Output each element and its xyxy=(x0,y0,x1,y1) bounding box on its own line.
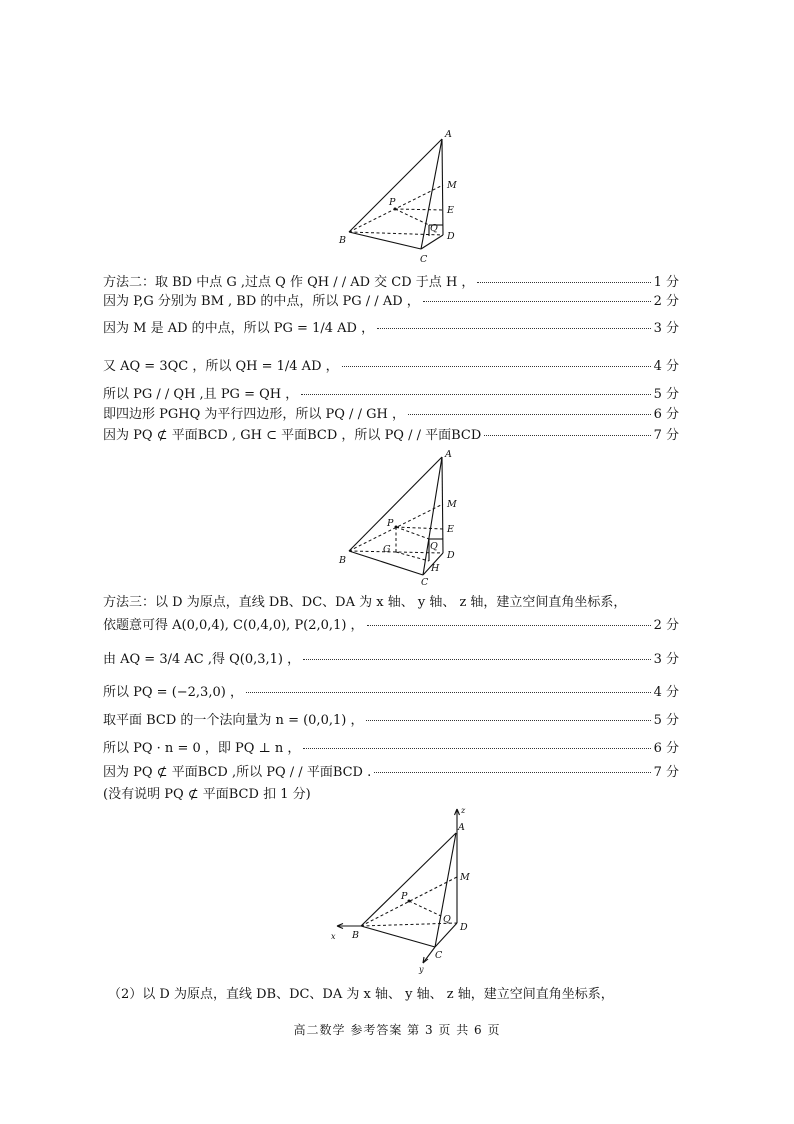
m2-line-3 xyxy=(103,316,679,336)
label-P: P xyxy=(389,197,396,208)
label-B: B xyxy=(339,235,346,246)
m3-line-6-score: 7 分 xyxy=(653,764,679,780)
m2-line-6-text: 即四边形 PGHQ 为平行四边形，所以 PQ / / GH ， xyxy=(103,406,405,422)
figure-1-tetrahedron xyxy=(335,125,460,265)
m3-intro: 方法三：以 D 为原点，直线 DB、DC、DA 为 x 轴、 y 轴、 z 轴，建立空间直角坐标系， xyxy=(103,595,627,610)
m2-line-3-score: 3 分 xyxy=(653,320,679,336)
label-B: B xyxy=(352,930,359,941)
m3-line-1 xyxy=(103,613,679,633)
m3-line-2-score: 3 分 xyxy=(653,651,679,667)
m2-line-6 xyxy=(103,402,679,422)
label-P: P xyxy=(387,518,394,529)
label-M: M xyxy=(447,499,457,510)
m3-note: (没有说明 PQ ⊄ 平面BCD 扣 1 分) xyxy=(103,787,311,802)
m3-line-4-text: 取平面 BCD 的一个法向量为 n = (0,0,1) ， xyxy=(103,712,364,728)
m2-line-2-score: 2 分 xyxy=(653,293,679,309)
dot-leader xyxy=(303,659,650,660)
m2-line-2 xyxy=(103,289,679,309)
figure-2-tetrahedron xyxy=(335,447,460,587)
m3-line-4 xyxy=(103,708,679,728)
dot-leader xyxy=(301,394,650,395)
m3-line-5-text: 所以 PQ · n = 0 ，即 PQ ⊥ n ， xyxy=(103,740,301,756)
label-Q: Q xyxy=(430,541,438,552)
m2-line-4-score: 4 分 xyxy=(653,358,679,374)
label-A: A xyxy=(445,449,452,460)
label-D: D xyxy=(447,231,455,242)
m2-line-2-text: 因为 P,G 分别为 BM , BD 的中点，所以 PG / / AD ， xyxy=(103,293,420,309)
part-2-text: （2）以 D 为原点，直线 DB、DC、DA 为 x 轴、 y 轴、 z 轴，建立空间直角坐标系， xyxy=(108,987,614,1002)
dot-leader xyxy=(246,692,651,693)
label-M: M xyxy=(460,872,470,883)
m3-line-2-text: 由 AQ = 3/4 AC ,得 Q(0,3,1) ， xyxy=(103,651,301,667)
dot-leader xyxy=(477,282,650,283)
dot-leader xyxy=(367,625,651,626)
label-H: H xyxy=(431,563,440,574)
dot-leader xyxy=(377,328,651,329)
m3-line-6-text: 因为 PQ ⊄ 平面BCD ,所以 PQ / / 平面BCD . xyxy=(103,764,372,780)
m2-line-5-score: 5 分 xyxy=(653,386,679,402)
label-C: C xyxy=(421,577,429,587)
m2-line-7-score: 7 分 xyxy=(653,427,679,443)
dot-leader xyxy=(484,435,650,436)
dot-leader xyxy=(423,301,651,302)
m3-line-3-text: 所以 PQ = (−2,3,0) ， xyxy=(103,684,243,700)
label-Q: Q xyxy=(443,914,451,925)
m2-line-3-text: 因为 M 是 AD 的中点，所以 PG = 1/4 AD ， xyxy=(103,320,375,336)
m2-line-1-text: 方法二：取 BD 中点 G ,过点 Q 作 QH / / AD 交 CD 于点 H ， xyxy=(103,274,475,290)
dot-leader xyxy=(366,720,650,721)
m3-line-5 xyxy=(103,736,679,756)
label-A: A xyxy=(458,822,465,833)
m2-line-1-score: 1 分 xyxy=(653,274,679,290)
label-C: C xyxy=(435,950,443,961)
label-M: M xyxy=(447,180,457,191)
label-x: x xyxy=(331,932,336,941)
m3-line-5-score: 6 分 xyxy=(653,740,679,756)
dot-leader xyxy=(342,366,651,367)
dot-leader xyxy=(303,748,650,749)
m3-line-2 xyxy=(103,647,679,667)
page-footer: 高二数学 参考答案 第 3 页 共 6 页 xyxy=(293,1023,501,1037)
label-B: B xyxy=(339,555,346,566)
dot-leader xyxy=(374,772,650,773)
m3-line-1-text: 依题意可得 A(0,0,4), C(0,4,0), P(2,0,1) ， xyxy=(103,617,364,633)
label-D: D xyxy=(460,922,468,933)
m2-line-7-text: 因为 PQ ⊄ 平面BCD , GH ⊂ 平面BCD ，所以 PQ / / 平面BCD xyxy=(103,427,482,443)
m3-line-3 xyxy=(103,680,679,700)
label-A: A xyxy=(445,129,452,140)
label-P: P xyxy=(401,891,408,902)
label-C: C xyxy=(420,254,428,265)
m2-line-4 xyxy=(103,354,679,374)
label-z: z xyxy=(461,806,466,815)
m3-line-1-score: 2 分 xyxy=(653,617,679,633)
m2-line-4-text: 又 AQ = 3QC ，所以 QH = 1/4 AD ， xyxy=(103,358,339,374)
label-D: D xyxy=(447,550,455,561)
dot-leader xyxy=(408,414,651,415)
m3-line-6 xyxy=(103,760,679,780)
label-y: y xyxy=(419,965,424,974)
m2-line-5-text: 所以 PG / / QH ,且 PG = QH ， xyxy=(103,386,299,402)
m3-line-4-score: 5 分 xyxy=(653,712,679,728)
label-E: E xyxy=(447,524,454,535)
m2-line-7 xyxy=(103,423,679,443)
label-Q: Q xyxy=(430,223,438,234)
m2-line-6-score: 6 分 xyxy=(653,406,679,422)
label-G: G xyxy=(383,544,391,555)
label-E: E xyxy=(447,205,454,216)
m2-line-5 xyxy=(103,382,679,402)
m2-line-1 xyxy=(103,270,679,290)
m3-line-3-score: 4 分 xyxy=(653,684,679,700)
figure-3-coordinate-tetrahedron xyxy=(325,803,475,975)
